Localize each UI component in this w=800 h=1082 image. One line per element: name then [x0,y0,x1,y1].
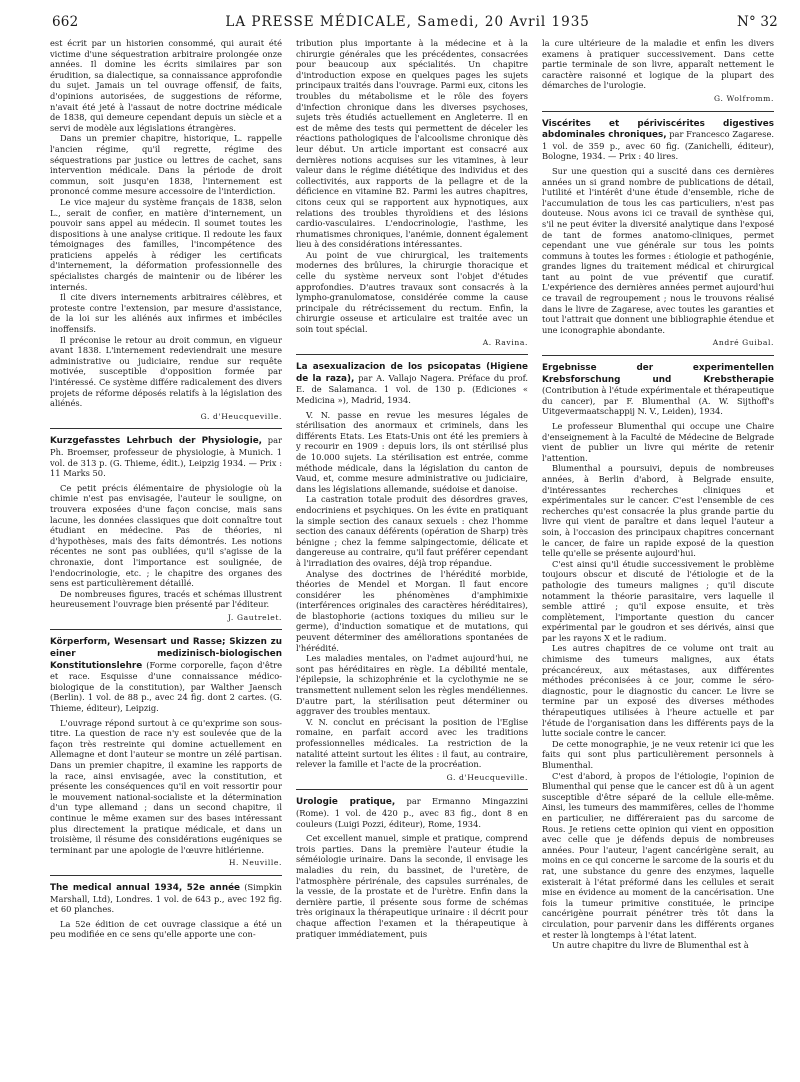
paragraph: Il cite divers internements arbitraires célèbres, et proteste contre l'extension, par mesure d'assistance, de la loi sur les aliénés aux infirmes et imbéciles inoffensifs. [50,292,282,335]
journal-title: LA PRESSE MÉDICALE, Samedi, 20 Avril 1935 [225,14,590,30]
paragraph: V. N. conclut en précisant la position de l'Eglise romaine, en parfait accord avec les traditions professionnelles médicales. La restriction de la natalité atteint surtout les élites : il faut, au contraire, relever la famille et l'acte de la procréation. [296,716,528,770]
review-signature: G. d'Heucqueville. [446,772,528,782]
review-signature: G. d'Heucqueville. [200,411,282,421]
paragraph: V. N. passe en revue les mesures légales de stérilisation des anormaux et criminels, dans les différents Etats. Les Etats-Unis ont été les premiers à y recourir en 1909 : depuis lors, ils ont stérilisé plus de 10.000 sujets. La stérilisation est entrée, comme méthode médicale, dans la législation du canton de Vaud, et, comme mesure administrative ou judiciaire, dans les législations allemande, suédoise et danoise. [296,409,528,494]
review-bibliographic-info: (Contribution à l'étude expérimentale et thérapeutique du cancer), par F. Blumenthal (A. W. Sijthoff's Uitgevermaatschappij N. V., Leiden), 1934. [542,385,774,417]
review-bibliographic-info: (Forme corporelle, façon d'être et race. Esquisse d'une connaissance médico-biologique de la constitution), par Walther Jaensch (Berlin). 1 vol. de 88 p., avec 24 fig. dont 2 cartes. (G. Thieme, éditeur), Leipzig. [50,659,282,714]
paragraph: De nombreuses figures, tracés et schémas illustrent heureusement l'ouvrage bien présenté par l'éditeur. [50,588,282,610]
review-title: Körperform, Wesensart und Rasse; Skizzen zu einer medizinisch-biologischen Konstitutionslehre [50,637,282,671]
paragraph: tribution plus importante à la médecine et à la chirurgie générales que les précédentes, consacrées pour beaucoup aux spécialités. Un chapitre d'introduction expose en quelques pages les sujets principaux traités dans l'ouvrage. Parmi eux, citons les troubles du métabolisme et le rôle des foyers d'infection chronique dans les diverses psychoses, sujets très étudiés actuellement en Angleterre. Il en est de même des tests qui permettent de déceler les réactions pathologiques de l'alcoolisme chronique dès leur début. Un article important est consacré aux dernières notions acquises sur les vitamines, à leur valeur dans le régime diététique des individus et des collectivités, aux rapports de la pellagre et de la déficience en vitamine B2. Parmi les autres chapitres, citons ceux qui se rapportent aux hypnotiques, aux relations des troubles thyroïdiens et des lésions cardio-vasculaires. L'endocrinologie, l'asthme, les rhumatismes chroniques, l'anémie, donnent également lieu à des considérations intéressantes. [296,38,528,250]
review-signature: André Guibal. [712,338,774,348]
page-header [50,14,782,34]
paragraph: L'ouvrage répond surtout à ce qu'exprime son sous-titre. La question de race n'y est soulevée que de la façon très restreinte qui domine actuellement en Allemagne et dont l'auteur se montre un zélé partisan. Dans un premier chapitre, il examine les rapports de la race, ainsi envisagée, avec la constitution, et présente les conséquences qu'il en voit ressortir pour le mouvement national-socialiste et la détermination d'un type allemand ; dans un second chapitre, il continue le même examen sur des bases intéressant plus directement la pratique médicale, et dans un troisième, il résume des considérations eugéniques se terminant par une apologie de l'œuvre hitlérienne. [50,717,282,855]
divider [542,111,774,112]
paragraph: La castration totale produit des désordres graves, endocriniens et psychiques. On les évite en pratiquant la simple section des canaux sexuels : chez l'homme section des canaux déférents (opération de Sharp) très bénigne ; chez la femme salpingectomie, délicate et dangereuse au contraire, qu'il faut préférer cependant à l'irradiation des ovaires, déjà trop répandue. [296,494,528,568]
review-title: Kurzgefasstes Lehrbuch der Physiologie, [50,436,263,447]
paragraph: Les maladies mentales, on l'admet aujourd'hui, ne sont pas héréditaires en règle. La débilité mentale, l'épilepsie, la schizophrénie et la cyclothymie ne se transmettent nullement selon les règles mendéliennes. D'autre part, la stérilisation peut déterminer ou aggraver des troubles mentaux. [296,653,528,717]
paragraph: Sur une question qui a suscité dans ces dernières années un si grand nombre de publications de détail, l'utilité et l'intérêt d'une étude d'ensemble, riche de l'accumulation de tous les cas particuliers, n'est pas douteuse. Nous avons ici ce travail de synthèse qui, s'il ne peut éviter la diversité analytique dans l'exposé de tant de formes anatomo-cliniques, permet cependant une vue générale sur tous les points communs à toutes les formes : étiologie et pathogénie, grandes lignes du traitement médical et chirurgical tant au point de vue préventif que curatif. L'expérience des dernières années permet aujourd'hui ce travail de regroupement ; nous le trouvons réalisé dans le livre de Zagarese, avec toutes les garanties et tout l'attrait que donnent une bibliographie étendue et une iconographie abondante. [542,165,774,335]
paragraph: Il préconise le retour au droit commun, en vigueur avant 1838. L'internement redeviendrait une mesure administrative ou judiciaire, rendue sur requête motivée, susceptible d'opposition formée par l'intéressé. Ce système différe radicalement des divers projets de réforme déposés relatifs à la législation des aliénés. [50,334,282,409]
divider [50,629,282,630]
page-number: 662 [52,14,79,30]
paragraph: Analyse des doctrines de l'hérédité morbide, théories de Mendel et Morgan. Il faut encore considérer les phénomènes d'amphimixie (interférences originales des caractères héréditaires), de blastophorie (actions toxiques du milieu sur le germe), d'induction somatique et de mutations, qui peuvent déterminer des améliorations spontanées de l'hérédité. [296,568,528,653]
review-reference [542,362,774,417]
review-title: Urologie pratique, [296,797,396,808]
paragraph: la cure ultérieure de la maladie et enfin les divers examens à pratiquer successivement. Dans cette partie terminale de son livre, apparaît nettement le caractère raisonné et logique de la plupart des démarches de l'urologie. [542,38,774,91]
paragraph: C'est ainsi qu'il étudie successivement le problème toujours obscur et discuté de l'étiologie et de la pathologie des tumeurs malignes ; qu'il discute notamment la théorie parasitaire, vers laquelle il semble attiré ; qu'il expose ensuite, et très complètement, l'importante question du cancer expérimental par le goudron et ses dérivés, ainsi que par les rayons X et le radium. [542,558,774,643]
divider [542,355,774,356]
paragraph: Les autres chapitres de ce volume ont trait au chimisme des tumeurs malignes, aux états précancéreux, aux métastases, aux différentes méthodes préconisées à ce jour, comme le séro-diagnostic, pour le diagnostic du cancer. Le livre se termine par un exposé des diverses méthodes thérapeutiques utilisées à l'heure actuelle et par l'étude de l'organisation dans les différents pays de la lutte sociale contre le cancer. [542,643,774,739]
review-title: Viscérites et périviscérites digestives abdominales chroniques, [542,118,774,141]
paragraph: Dans un premier chapitre, historique, L. rappelle l'ancien régime, qu'il regrette, régime des séquestrations par justice ou lettres de cachet, sans intervention médicale. Dans la période de droit commun, soit jusqu'en 1838, l'internement est prononcé comme mesure accessoire de l'interdiction. [50,133,282,197]
column-3 [542,38,774,951]
paragraph: Le professeur Blumenthal qui occupe une Chaire d'enseignement à la Faculté de Médecine de Belgrade vient de publier un livre qui mérite de retenir l'attention. [542,421,774,463]
divider [296,354,528,355]
review-reference [542,118,774,162]
review-reference [296,361,528,405]
column-1 [50,38,282,951]
paragraph: La 52e édition de cet ouvrage classique a été un peu modifiée en ce sens qu'elle apporte une con- [50,918,282,940]
review-signature: A. Ravina. [482,337,528,347]
review-signature: H. Neuville. [228,858,282,868]
review-reference [50,435,282,478]
issue-number: N° 32 [736,14,778,30]
review-signature: J. Gautrelet. [227,612,282,622]
paragraph: est écrit par un historien consommé, qui aurait été victime d'une séquestration arbitraire prolongée onze années. Il domine les écrits similaires par son érudition, sa dialectique, sa connaissance approfondie du sujet. Jamais un tel ouvrage offensif, de faits, d'opinions autorisées, de suggestions de réforme, n'avait été jeté à l'assaut de notre doctrine médicale de 1838, qui demeure cependant depuis un siècle et a servi de modèle aux législations étrangères. [50,38,282,133]
paragraph: De cette monographie, je ne veux retenir ici que les faits qui sont plus particulièrement personnels à Blumenthal. [542,738,774,770]
review-reference [50,882,282,915]
paragraph: C'est d'abord, à propos de l'étiologie, l'opinion de Blumenthal qui pense que le cancer est dû à un agent susceptible d'être séparé de la cellule elle-même. Ainsi, les tumeurs des mammifères, celles de l'homme en particulier, ne différeraient pas du sarcome de Rous. Je retiens cette opinion qui vient en opposition avec celle que je défends depuis de nombreuses années. Pour l'auteur, l'agent cancérigène serait, au moins en ce qui concerne le sarcome de la souris et du rat, une substance du genre des enzymes, laquelle existerait à l'état préformé dans les cellules et serait mise en évidence au moment de la cancérisation. Une fois la tumeur primitive constituée, le principe cancérigène pourrait pénétrer très tôt dans la circulation, pour parvenir dans les différents organes et rester là longtemps à l'état latent. [542,770,774,940]
review-bibliographic-info: par A. Vallajo Nagera. Préface du prof. E. de Salamanca. 1 vol. de 130 p. (Ediciones « Medicina »), Madrid, 1934. [296,372,528,405]
review-title: The medical annual 1934, 52e année [50,882,241,893]
review-title: Ergebnisse der experimentellen Krebsforschung und Krebstherapie [542,363,774,385]
paragraph: Ce petit précis élémentaire de physiologie où la chimie n'est pas envisagée, l'auteur le souligne, on trouvera exposées d'une façon concise, mais sans lacune, les données classiques que doit connaître tout étudiant en médecine. Pas de théories, ni d'hypothèses, mais des faits démontrés. Les notions récentes ne sont pas oubliées, qu'il s'agisse de la chronaxie, dont l'importance est soulignée, de l'endocrinologie, etc. ; le chapitre des organes des sens est particulièrement détaillé. [50,482,282,589]
review-bibliographic-info: par Francesco Zagarese. 1 vol. de 359 p., avec 60 fig. (Zanichelli, éditeur), Bologne, 1934. — Prix : 40 lires. [542,129,774,162]
review-reference [50,636,282,713]
paragraph: Cet excellent manuel, simple et pratique, comprend trois parties. Dans la première l'auteur étudie la séméiologie urinaire. Dans la seconde, il envisage les maladies du rein, du bassinet, de l'uretère, de l'atmosphère périrénale, des capsules surrénales, de la vessie, de la prostate et de l'urètre. Enfin dans la dernière partie, il présente sous forme de schémas très originaux la thérapeutique urinaire : il décrit pour chaque affection l'examen et la thérapeutique à pratiquer immédiatement, puis [296,833,528,939]
review-bibliographic-info: par Ph. Broemser, professeur de physiologie, à Munich. 1 vol. de 313 p. (G. Thieme, édit.), Leipzig 1934. — Prix : 11 Marks 50. [50,435,282,479]
review-bibliographic-info: par Ermanno Mingazzini (Rome). 1 vol. de 420 p., avec 83 fig., dont 8 en couleurs (Luigi Pozzi, éditeur), Rome, 1934. [296,796,528,829]
divider [50,428,282,429]
paragraph: Le vice majeur du système français de 1838, selon L., serait de confier, en matière d'internement, un pouvoir sans appel au médecin. Il soumet toutes les dispositions à une analyse critique. Il redoute les faux témoignages des familles, l'incompétence des praticiens appelés à rédiger les certificats d'internement, la déformation professionnelle des spécialistes chargés de maintenir ou de libérer les internés. [50,196,282,292]
paragraph: Un autre chapitre du livre de Blumenthal est à [552,940,749,951]
review-bibliographic-info: (Simpkin Marshall, Ltd), Londres. 1 vol. de 643 p., avec 192 fig. et 60 planches. [50,881,282,915]
divider [296,789,528,790]
paragraph: Blumenthal a poursuivi, depuis de nombreuses années, à Berlin d'abord, à Belgrade ensuite, d'intéressantes recherches cliniques et expérimentales sur le cancer. C'est l'ensemble de ces recherches qu'est consacrée la plus grande partie du livre qui vient de paraître et dans lequel l'auteur a soin, à l'occasion des principaux chapitres concernant le cancer, de faire un rapide exposé de la question telle qu'elle se présente aujourd'hui. [542,463,774,559]
column-2 [296,38,528,951]
review-title: La asexualizacion de los psicopatas (Higiene de la raza), [296,362,528,384]
divider [50,875,282,876]
paragraph: Au point de vue chirurgical, les traitements modernes des brûlures, la chirurgie thoracique et celle du système nerveux sont l'objet d'études approfondies. D'autres travaux sont consacrés à la lympho-granulomatose, considérée comme la cause principale du rétrécissement du rectum. Enfin, la chirurgie osseuse et articulaire est traitée avec un soin tout spécial. [296,249,528,335]
review-reference [296,796,528,829]
review-signature: G. Wolfromm. [714,93,774,103]
